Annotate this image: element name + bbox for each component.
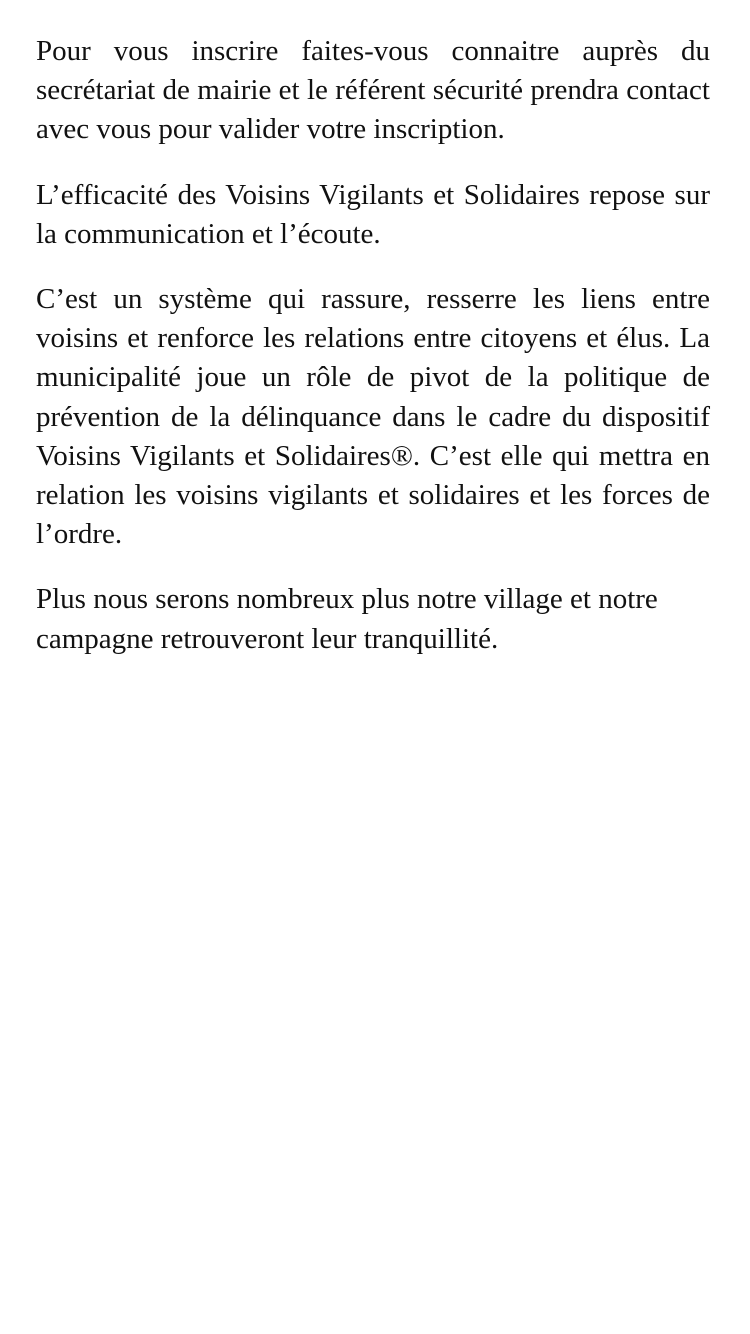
paragraph-conclusion: Plus nous serons nombreux plus notre village et notre campagne retrouveront leur tranquillité. [36, 583, 658, 655]
paragraph-efficacite: L’efficacité des Voisins Vigilants et Solidaires repose sur la communication et l’écoute. [36, 178, 710, 250]
reader-page [36, 32, 710, 685]
paragraph-systeme: C’est un système qui rassure, resserre les liens entre voisins et renforce les relations entre citoyens et élus. La municipalité joue un rôle de pivot de la politique de prévention de la délinquance dans le cadre du dispositif Voisins Vigilants et Solidaires®. C’est elle qui mettra en relation les voisins vigilants et solidaires et les forces de l’ordre. [36, 283, 710, 551]
paragraph-inscription: Pour vous inscrire faites-vous connaitre auprès du secrétariat de mairie et le référent sécurité prendra contact avec vous pour valider votre inscription. [36, 35, 710, 146]
